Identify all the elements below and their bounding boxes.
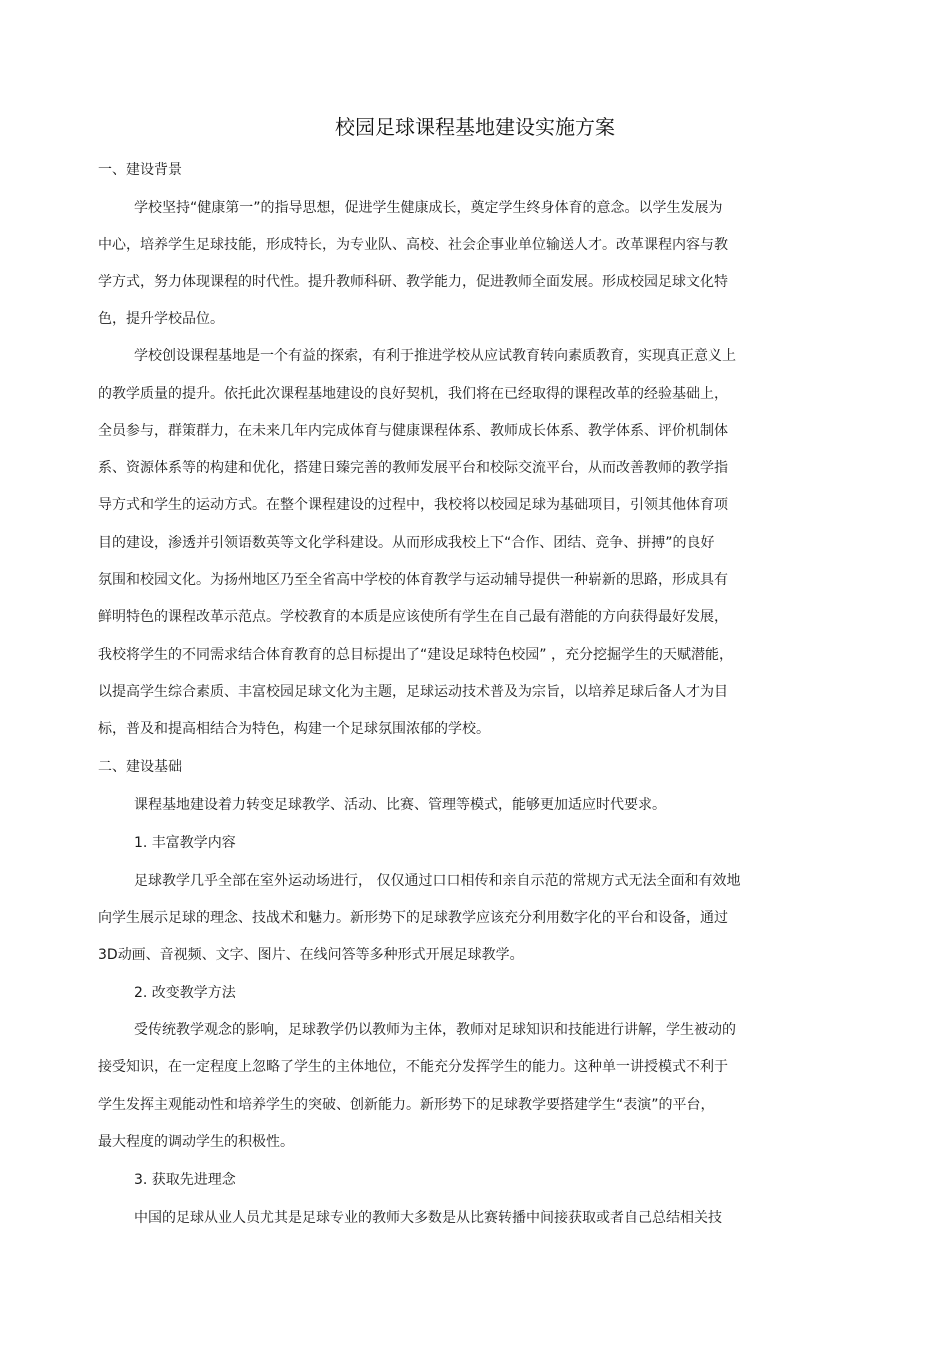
section-heading-foundation: 二、建设基础 [98,759,182,775]
paragraph-line: 受传统教学观念的影响，足球教学仍以教师为主体，教师对足球知识和技能进行讲解，学生被动的 [134,1022,736,1038]
paragraph-line: 目的建设，渗透并引领语数英等文化学科建设。从而形成我校上下“合作、团结、竞争、拼搏”的良好 [98,535,715,551]
paragraph-line: 向学生展示足球的理念、技战术和魅力。新形势下的足球教学应该充分利用数字化的平台和设备，通过 [98,910,728,926]
paragraph-line: 导方式和学生的运动方式。在整个课程建设的过程中，我校将以校园足球为基础项目，引领其他体育项 [98,497,728,513]
paragraph-line: 的教学质量的提升。依托此次课程基地建设的良好契机，我们将在已经取得的课程改革的经验基础上， [98,386,728,402]
paragraph-line: 3D动画、音视频、文字、图片、在线问答等多种形式开展足球教学。 [98,947,524,963]
paragraph-line: 中国的足球从业人员尤其是足球专业的教师大多数是从比赛转播中间接获取或者自己总结相关技 [134,1210,722,1226]
paragraph-line: 鲜明特色的课程改革示范点。学校教育的本质是应该使所有学生在自己最有潜能的方向获得最好发展， [98,609,728,625]
paragraph-line: 足球教学几乎全部在室外运动场进行， 仅仅通过口口相传和亲自示范的常规方式无法全面和有效地 [134,873,741,889]
subheading-line: 3. 获取先进理念 [134,1172,236,1188]
paragraph-line: 色，提升学校品位。 [98,311,224,327]
page-title: 校园足球课程基地建设实施方案 [335,115,615,139]
paragraph-line: 全员参与，群策群力，在未来几年内完成体育与健康课程体系、教师成长体系、教学体系、评价机制体 [98,423,728,439]
subheading-line: 1. 丰富教学内容 [134,835,236,851]
paragraph-line: 标，普及和提高相结合为特色，构建一个足球氛围浓郁的学校。 [98,721,490,737]
paragraph-line: 学方式，努力体现课程的时代性。提升教师科研、教学能力，促进教师全面发展。形成校园足球文化特 [98,274,728,290]
paragraph-line: 以提高学生综合素质、丰富校园足球文化为主题，足球运动技术普及为宗旨，以培养足球后备人才为目 [98,684,728,700]
paragraph-line: 中心，培养学生足球技能，形成特长，为专业队、高校、社会企事业单位输送人才。改革课程内容与教 [98,237,728,253]
paragraph-line: 学校坚持“健康第一”的指导思想，促进学生健康成长，奠定学生终身体育的意念。以学生发展为 [134,200,723,216]
paragraph-line: 接受知识，在一定程度上忽略了学生的主体地位，不能充分发挥学生的能力。这种单一讲授模式不利于 [98,1059,728,1075]
paragraph-line: 氛围和校园文化。为扬州地区乃至全省高中学校的体育教学与运动辅导提供一种崭新的思路，形成具有 [98,572,728,588]
subheading-line: 2. 改变教学方法 [134,985,236,1001]
paragraph-line: 学校创设课程基地是一个有益的探索，有利于推进学校从应试教育转向素质教育，实现真正意义上 [134,348,736,364]
paragraph-line: 课程基地建设着力转变足球教学、活动、比赛、管理等模式，能够更加适应时代要求。 [134,797,666,813]
section-heading-background: 一、建设背景 [98,162,182,178]
paragraph-line: 学生发挥主观能动性和培养学生的突破、创新能力。新形势下的足球教学要搭建学生“表演”的平台， [98,1097,715,1113]
paragraph-line: 系、资源体系等的构建和优化，搭建日臻完善的教师发展平台和校际交流平台，从而改善教师的教学指 [98,460,728,476]
paragraph-line: 最大程度的调动学生的积极性。 [98,1134,294,1150]
paragraph-line: 我校将学生的不同需求结合体育教育的总目标提出了“建设足球特色校园” ，充分挖掘学生的天赋潜能， [98,647,733,663]
